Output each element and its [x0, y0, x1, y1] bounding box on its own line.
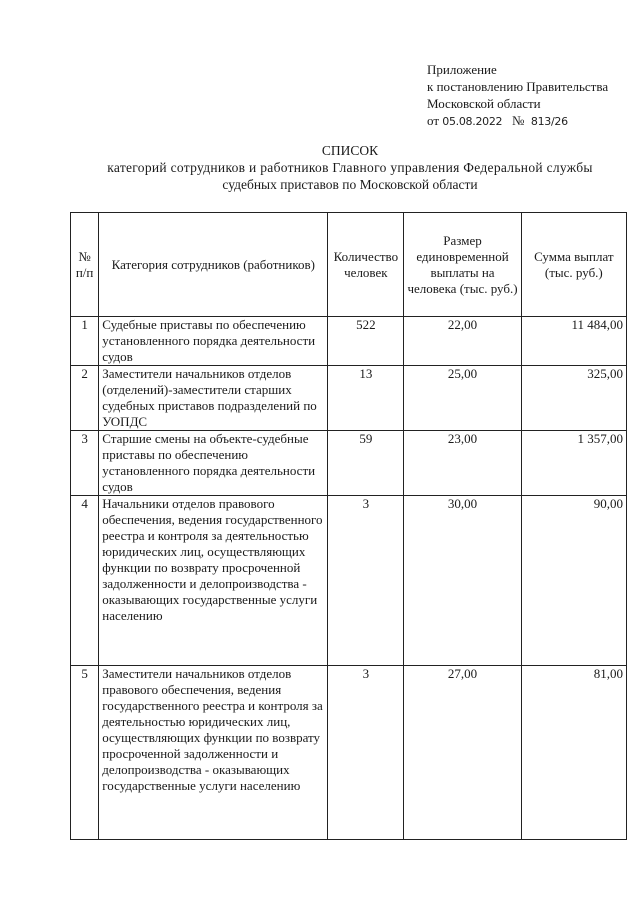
row-quantity: 3	[328, 496, 404, 666]
table-row	[71, 496, 627, 666]
row-num: 5	[71, 666, 99, 840]
row-category: Заместители начальников отделов правового обеспечения, ведения государственного реестра и контроля за деятельностью юридических лиц, осуществляющих функции по возврату просроченной задолженности и делопроизводства - оказывающих государственные услуги населению	[99, 666, 328, 840]
appendix-number: 813/26	[530, 115, 568, 128]
row-num: 4	[71, 496, 99, 666]
appendix-decree-ref: к постановлению Правительства	[427, 79, 609, 94]
header-quantity: Количество человек	[328, 213, 404, 317]
header-category: Категория сотрудников (работников)	[99, 213, 328, 317]
row-category: Начальники отделов правового обеспечения, ведения государственного реестра и контроля за деятельностью юридических лиц, осуществляющих функции по возврату просроченной задолженности и делопроизводства - оказывающих государственные услуги населению	[99, 496, 328, 666]
row-quantity: 3	[328, 666, 404, 840]
appendix-region: Московской области	[427, 96, 541, 111]
document-title	[60, 142, 640, 193]
row-payment: 27,00	[404, 666, 521, 840]
table-row	[71, 317, 627, 366]
row-quantity: 13	[328, 366, 404, 431]
table-row	[71, 666, 627, 840]
row-quantity: 522	[328, 317, 404, 366]
appendix-title: Приложение	[427, 62, 497, 77]
title-line-1: категорий сотрудников и работников Главного управления Федеральной службы	[107, 160, 593, 175]
appendix-block	[427, 61, 627, 130]
row-payment: 23,00	[404, 431, 521, 496]
row-category: Заместители начальников отделов (отделений)-заместители старших судебных приставов подразделений по УОПДС	[99, 366, 328, 431]
row-sum: 81,00	[521, 666, 626, 840]
appendix-date: 05.08.2022	[442, 115, 503, 128]
row-category: Старшие смены на объекте-судебные приставы по обеспечению установленного порядка деятельности судов	[99, 431, 328, 496]
row-num: 2	[71, 366, 99, 431]
row-sum: 325,00	[521, 366, 626, 431]
header-sum: Сумма выплат (тыс. руб.)	[521, 213, 626, 317]
row-payment: 22,00	[404, 317, 521, 366]
table-row	[71, 431, 627, 496]
row-category: Судебные приставы по обеспечению установленного порядка деятельности судов	[99, 317, 328, 366]
table-row	[71, 366, 627, 431]
appendix-number-sign: №	[512, 113, 525, 128]
title-line-2: судебных приставов по Московской области	[222, 177, 478, 192]
row-num: 3	[71, 431, 99, 496]
row-num: 1	[71, 317, 99, 366]
row-payment: 30,00	[404, 496, 521, 666]
header-payment: Размер единовременной выплаты на человека (тыс. руб.)	[404, 213, 521, 317]
appendix-date-line	[427, 112, 627, 130]
table-header-row	[71, 213, 627, 317]
appendix-from-label: от	[427, 113, 440, 128]
row-sum: 1 357,00	[521, 431, 626, 496]
row-sum: 11 484,00	[521, 317, 626, 366]
categories-table	[70, 212, 627, 840]
title-heading: СПИСОК	[321, 143, 379, 158]
row-payment: 25,00	[404, 366, 521, 431]
row-quantity: 59	[328, 431, 404, 496]
row-sum: 90,00	[521, 496, 626, 666]
header-num: № п/п	[71, 213, 99, 317]
